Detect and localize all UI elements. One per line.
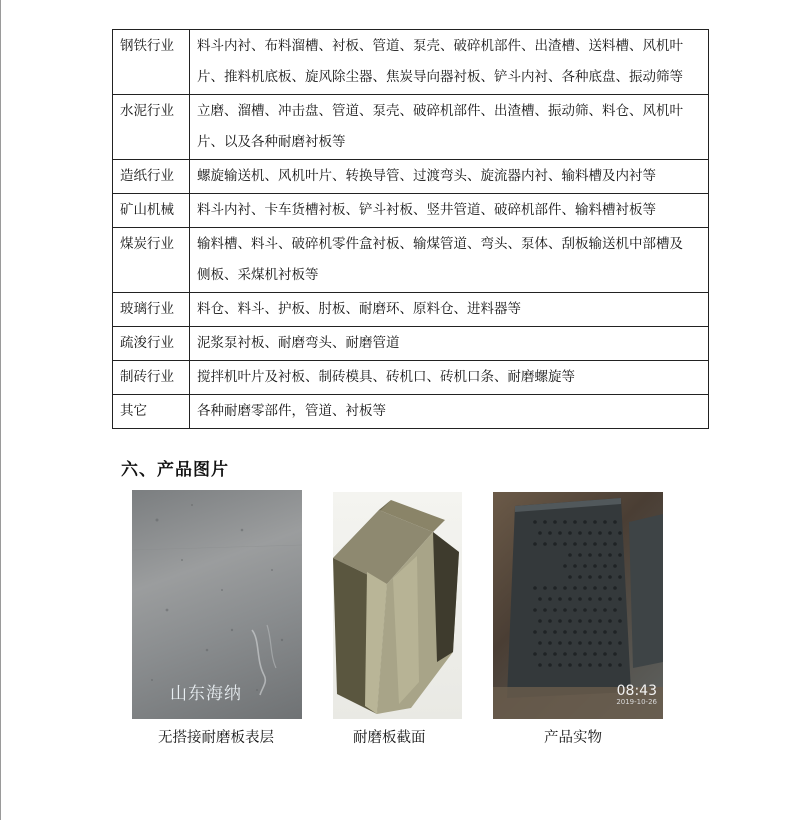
- table-row: [113, 361, 709, 395]
- table-row: [113, 95, 709, 160]
- plate-hole: [593, 652, 597, 656]
- plate-hole: [533, 586, 537, 590]
- plate-hole: [618, 641, 622, 645]
- plate-hole: [553, 608, 557, 612]
- plate-hole: [568, 641, 572, 645]
- plate-hole: [558, 531, 562, 535]
- plate-hole: [533, 542, 537, 546]
- plate-hole: [578, 641, 582, 645]
- plate-hole: [583, 542, 587, 546]
- applications-cell: [190, 228, 709, 293]
- plate-hole: [533, 630, 537, 634]
- plate-hole: [578, 619, 582, 623]
- plate-hole: [573, 542, 577, 546]
- table-row: [113, 30, 709, 95]
- plate-hole: [558, 597, 562, 601]
- photo-actual-product: [493, 492, 663, 719]
- plate-hole: [613, 586, 617, 590]
- plate-hole: [543, 630, 547, 634]
- plate-hole: [583, 652, 587, 656]
- plate-hole: [563, 608, 567, 612]
- plate-hole: [598, 597, 602, 601]
- industry-name-cell: 造纸行业: [113, 160, 190, 194]
- plate-hole: [608, 619, 612, 623]
- applications-line: 片、推料机底板、旋风除尘器、焦炭导向器衬板、铲斗内衬、各种底盘、振动筛等: [197, 69, 683, 85]
- applications-line: 片、以及各种耐磨衬板等: [197, 134, 346, 150]
- plate-hole: [548, 663, 552, 667]
- plate-hole: [603, 630, 607, 634]
- applications-line: 侧板、采煤机衬板等: [197, 267, 319, 283]
- photo-wear-plate-surface: [132, 490, 302, 719]
- plate-hole: [608, 663, 612, 667]
- page-left-border: [0, 0, 1, 820]
- plate-hole: [608, 531, 612, 535]
- table-row: [113, 228, 709, 293]
- plate-hole: [538, 531, 542, 535]
- plate-hole: [588, 663, 592, 667]
- applications-line: 搅拌机叶片及衬板、制砖模具、砖机口、砖机口条、耐磨螺旋等: [197, 369, 575, 385]
- plate-hole: [593, 608, 597, 612]
- plate-hole: [543, 608, 547, 612]
- plate-hole: [563, 564, 567, 568]
- plate-hole: [618, 619, 622, 623]
- plate-hole: [553, 586, 557, 590]
- applications-line: 料仓、料斗、护板、肘板、耐磨环、原料仓、进料器等: [197, 301, 521, 317]
- plate-hole: [578, 575, 582, 579]
- plate-hole: [573, 652, 577, 656]
- plate-hole: [558, 663, 562, 667]
- plate-hole: [618, 553, 622, 557]
- plate-hole: [603, 564, 607, 568]
- plate-hole: [583, 586, 587, 590]
- photo-date: 2019-10-26: [616, 698, 657, 706]
- plate-hole: [578, 663, 582, 667]
- plate-hole: [593, 586, 597, 590]
- caption-wear-plate-section: 耐磨板截面: [353, 730, 426, 746]
- plate-hole: [583, 520, 587, 524]
- plate-hole: [598, 663, 602, 667]
- caption-actual-product: 产品实物: [544, 730, 602, 746]
- plate-hole: [548, 641, 552, 645]
- applications-line: 泥浆泵衬板、耐磨弯头、耐磨管道: [197, 335, 400, 351]
- plate-hole: [608, 641, 612, 645]
- plate-hole: [618, 597, 622, 601]
- industry-name-cell: 其它: [113, 395, 190, 429]
- plate-hole: [613, 608, 617, 612]
- plate-hole: [533, 652, 537, 656]
- plate-hole: [578, 597, 582, 601]
- plate-hole: [553, 630, 557, 634]
- photo-timestamp: [616, 684, 657, 707]
- applications-cell: [190, 327, 709, 361]
- caption-wear-plate-surface: 无搭接耐磨板表层: [158, 730, 274, 746]
- applications-line: 螺旋输送机、风机叶片、转换导管、过渡弯头、旋流器内衬、输料槽及内衬等: [197, 168, 656, 184]
- applications-line: 立磨、溜槽、冲击盘、管道、泵壳、破碎机部件、出渣槽、振动筛、料仓、风机叶: [197, 103, 683, 119]
- applications-line: 料斗内衬、布料溜槽、衬板、管道、泵壳、破碎机部件、出渣槽、送料槽、风机叶: [197, 38, 683, 54]
- plate-hole: [558, 619, 562, 623]
- plate-hole: [573, 586, 577, 590]
- plate-hole: [593, 564, 597, 568]
- plate-hole: [598, 553, 602, 557]
- plate-hole: [553, 652, 557, 656]
- plate-hole: [568, 663, 572, 667]
- plate-hole: [563, 520, 567, 524]
- plate-hole: [618, 531, 622, 535]
- plate-hole: [593, 542, 597, 546]
- plate-hole: [583, 630, 587, 634]
- applications-cell: [190, 30, 709, 95]
- section-title: 六、产品图片: [121, 460, 229, 480]
- plate-hole: [583, 608, 587, 612]
- plate-hole: [588, 597, 592, 601]
- industry-name-cell: 钢铁行业: [113, 30, 190, 95]
- plate-hole: [573, 630, 577, 634]
- plate-hole: [543, 586, 547, 590]
- plate-hole: [608, 553, 612, 557]
- plate-hole: [543, 652, 547, 656]
- plate-hole: [588, 531, 592, 535]
- plate-hole: [603, 608, 607, 612]
- plate-hole: [593, 520, 597, 524]
- plate-hole: [558, 641, 562, 645]
- plate-hole: [568, 531, 572, 535]
- industry-name-cell: 煤炭行业: [113, 228, 190, 293]
- plate-hole: [543, 520, 547, 524]
- plate-hole: [588, 575, 592, 579]
- industry-name-cell: 制砖行业: [113, 361, 190, 395]
- plate-hole: [548, 531, 552, 535]
- plate-hole: [568, 553, 572, 557]
- industry-name-cell: 玻璃行业: [113, 293, 190, 327]
- wear-plate-section-image: [333, 492, 462, 719]
- plate-hole: [538, 597, 542, 601]
- industry-name-cell: 水泥行业: [113, 95, 190, 160]
- plate-hole: [553, 520, 557, 524]
- plate-hole: [538, 663, 542, 667]
- applications-cell: [190, 395, 709, 429]
- plate-hole: [563, 652, 567, 656]
- plate-hole: [598, 619, 602, 623]
- plate-hole: [563, 630, 567, 634]
- plate-hole: [613, 542, 617, 546]
- plate-hole: [568, 597, 572, 601]
- applications-line: 各种耐磨零部件，管道、衬板等: [197, 403, 386, 419]
- plate-hole: [573, 520, 577, 524]
- applications-cell: [190, 293, 709, 327]
- plate-hole: [553, 542, 557, 546]
- industry-name-cell: 疏浚行业: [113, 327, 190, 361]
- applications-line: 料斗内衬、卡车货槽衬板、铲斗衬板、竖井管道、破碎机部件、输料槽衬板等: [197, 202, 656, 218]
- photo-wear-plate-section: [333, 492, 462, 719]
- plate-hole: [613, 630, 617, 634]
- applications-line: 输料槽、料斗、破碎机零件盒衬板、输煤管道、弯头、泵体、刮板输送机中部槽及: [197, 236, 683, 252]
- plate-hole: [578, 553, 582, 557]
- plate-hole: [588, 619, 592, 623]
- applications-cell: [190, 361, 709, 395]
- plate-hole: [568, 619, 572, 623]
- plate-hole: [603, 652, 607, 656]
- plate-hole: [593, 630, 597, 634]
- plate-hole: [543, 542, 547, 546]
- plate-hole: [573, 608, 577, 612]
- plate-hole: [613, 564, 617, 568]
- table-row: [113, 194, 709, 228]
- industry-name-cell: 矿山机械: [113, 194, 190, 228]
- plate-hole: [618, 575, 622, 579]
- plate-hole: [598, 531, 602, 535]
- plate-hole: [603, 542, 607, 546]
- table-row: [113, 160, 709, 194]
- plate-hole: [608, 597, 612, 601]
- table-row: [113, 395, 709, 429]
- plate-hole: [608, 575, 612, 579]
- plate-hole: [533, 608, 537, 612]
- plate-hole: [563, 586, 567, 590]
- plate-hole: [598, 641, 602, 645]
- plate-hole: [538, 619, 542, 623]
- plate-hole: [533, 520, 537, 524]
- plate-hole: [563, 542, 567, 546]
- table-row: [113, 327, 709, 361]
- plate-hole: [578, 531, 582, 535]
- photo-watermark: 山东海纳: [170, 684, 242, 704]
- plate-hole: [548, 597, 552, 601]
- plate-hole: [603, 520, 607, 524]
- table-row: [113, 293, 709, 327]
- plate-hole: [613, 652, 617, 656]
- plate-hole: [588, 641, 592, 645]
- plate-hole: [538, 641, 542, 645]
- photo-time: 08:43: [616, 683, 657, 699]
- plate-hole: [568, 575, 572, 579]
- applications-cell: [190, 95, 709, 160]
- plate-hole: [573, 564, 577, 568]
- applications-cell: [190, 160, 709, 194]
- plate-hole: [598, 575, 602, 579]
- plate-hole: [548, 619, 552, 623]
- applications-cell: [190, 194, 709, 228]
- plate-hole: [603, 586, 607, 590]
- industry-applications-table: [112, 29, 709, 429]
- plate-hole: [613, 520, 617, 524]
- plate-hole: [618, 663, 622, 667]
- plate-hole: [588, 553, 592, 557]
- plate-hole: [583, 564, 587, 568]
